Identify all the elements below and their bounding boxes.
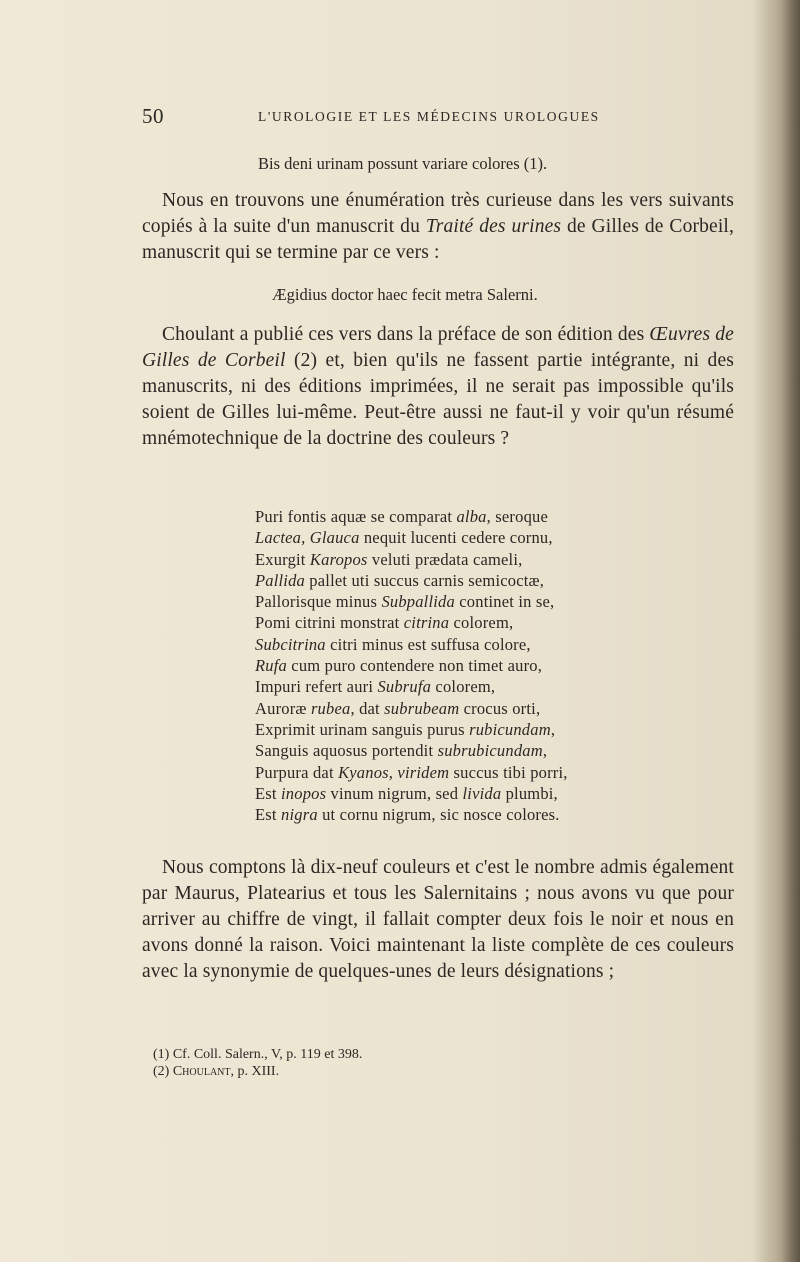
page-gutter-shadow bbox=[782, 0, 800, 1262]
paragraph-1-text-a: Nous en trouvons une énumération très curieuse dans les vers suivants copiés à la suite d'un manuscrit du bbox=[142, 190, 734, 237]
paragraph-1 bbox=[142, 188, 734, 266]
poem-line: Est nigra ut cornu nigrum, sic nosce colores. bbox=[255, 805, 560, 825]
poem-line: Auroræ rubea, dat subrubeam crocus orti, bbox=[255, 698, 541, 718]
paragraph-3 bbox=[142, 855, 734, 985]
paragraph-2 bbox=[142, 322, 734, 452]
poem-line: Sanguis aquosus portendit subrubicundam, bbox=[255, 741, 548, 761]
paragraph-2-text-a: Choulant a publié ces vers dans la préface de son édition des bbox=[162, 324, 650, 345]
verse-quote-2: Ægidius doctor haec fecit metra Salerni. bbox=[272, 285, 538, 304]
poem-line: Pallorisque minus Subpallida continet in se, bbox=[255, 592, 555, 612]
latin-poem bbox=[255, 506, 675, 825]
page-header bbox=[142, 104, 734, 132]
footnote-2: (2) Choulant, p. XIII. bbox=[153, 1064, 280, 1079]
footnote-2-author: Choulant bbox=[172, 1064, 231, 1079]
paragraph-1-text-b: de Gilles de Corbeil, manuscrit qui se termine par ce vers : bbox=[142, 216, 734, 263]
paragraph-3-text: Nous comptons là dix-neuf couleurs et c'est le nombre admis également par Maurus, Platearius et tous les Salernitains ; nous avons vu que pour arriver au chiffre de vingt, il fallait compter deux fois le noir et nous en avons donné la raison. Voici maintenant la liste complète de ces couleurs avec la synonymie de quelques-unes de leurs désignations ; bbox=[142, 857, 734, 982]
poem-line: Rufa cum puro contendere non timet auro, bbox=[255, 656, 543, 676]
paragraph-1-italic: Traité des urines bbox=[425, 216, 562, 237]
poem-line: Impuri refert auri Subrufa colorem, bbox=[255, 677, 496, 697]
poem-line: Lactea, Glauca nequit lucenti cedere cornu, bbox=[255, 528, 553, 548]
poem-line: Puri fontis aquæ se comparat alba, seroque bbox=[255, 507, 548, 526]
footnotes bbox=[153, 1046, 553, 1080]
poem-line: Subcitrina citri minus est suffusa colore, bbox=[255, 634, 531, 654]
paragraph-2-italic: Œuvres de Gilles de Corbeil bbox=[142, 324, 734, 371]
running-head: L'UROLOGIE ET LES MÉDECINS UROLOGUES bbox=[258, 109, 600, 124]
poem-line: Exprimit urinam sanguis purus rubicundam, bbox=[255, 719, 556, 739]
poem-line: Pomi citrini monstrat citrina colorem, bbox=[255, 613, 514, 633]
verse-quote-1: Bis deni urinam possunt variare colores (1). bbox=[258, 154, 548, 173]
poem-line: Pallida pallet uti succus carnis semicoctæ, bbox=[255, 570, 545, 590]
poem-line: Exurgit Karopos veluti prædata cameli, bbox=[255, 549, 523, 569]
poem-line: Est inopos vinum nigrum, sed livida plumbi, bbox=[255, 783, 558, 803]
page-number: 50 bbox=[142, 104, 164, 128]
footnote-1: (1) Cf. Coll. Salern., V, p. 119 et 398. bbox=[153, 1047, 363, 1062]
poem-line: Purpura dat Kyanos, viridem succus tibi porri, bbox=[255, 762, 568, 782]
paragraph-2-text-b: (2) et, bien qu'ils ne fassent partie intégrante, ni des manuscrits, ni des éditions imprimées, il ne serait pas impossible qu'ils soient de Gilles lui-même. Peut-être aussi ne faut-il y voir qu'un résumé mnémotechnique de la doctrine des couleurs ? bbox=[142, 350, 735, 449]
